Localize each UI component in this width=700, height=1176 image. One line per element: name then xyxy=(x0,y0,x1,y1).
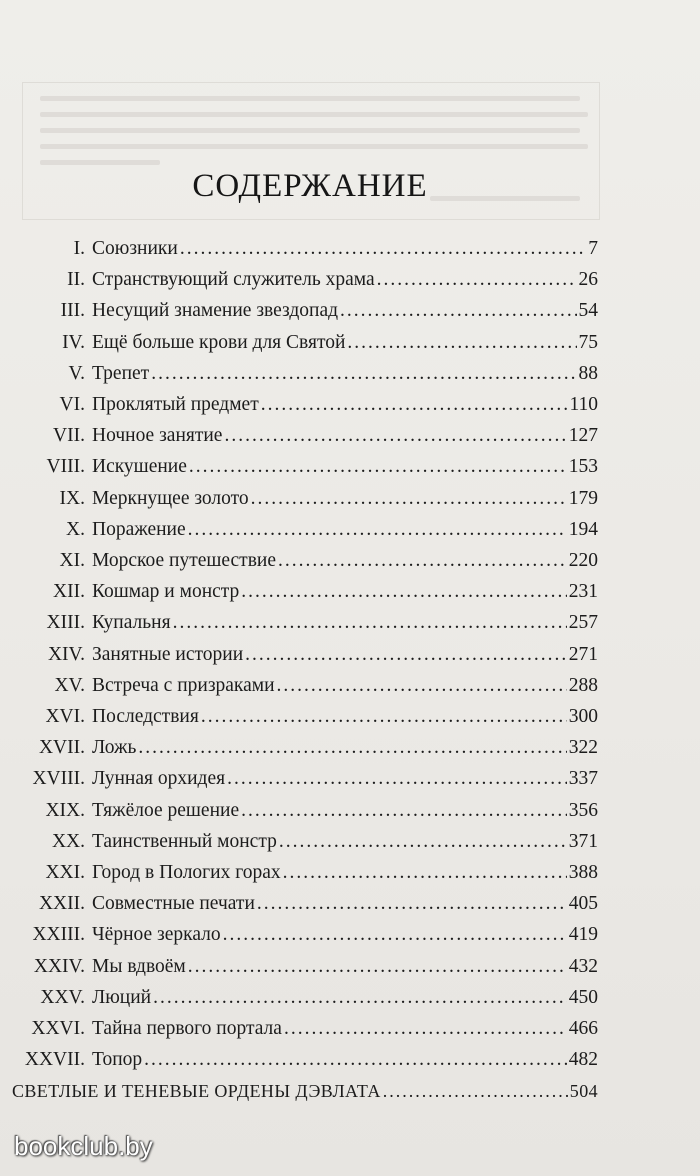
chapter-number: XXIII. xyxy=(32,924,85,946)
dot-leader xyxy=(188,954,567,980)
page-number: 231 xyxy=(568,581,598,603)
appendix-title: СВЕТЛЫЕ И ТЕНЕВЫЕ ОРДЕНЫ ДЭВЛАТА xyxy=(12,1081,381,1102)
dot-leader xyxy=(189,454,567,480)
chapter-number: XII. xyxy=(53,581,85,603)
toc-row xyxy=(0,954,598,980)
dot-leader xyxy=(151,361,576,387)
toc-row xyxy=(0,829,598,855)
chapter-number: VII. xyxy=(53,425,85,447)
toc-row xyxy=(0,298,598,324)
page-number: 54 xyxy=(578,300,598,322)
chapter-number: XVIII. xyxy=(32,768,85,790)
toc-row xyxy=(0,392,598,418)
toc-row xyxy=(0,454,598,480)
dot-leader xyxy=(223,922,567,948)
chapter-number: XIII. xyxy=(46,612,85,634)
page-number: 75 xyxy=(578,331,598,353)
page-number: 300 xyxy=(568,706,598,727)
dot-leader xyxy=(383,1078,568,1104)
toc-row xyxy=(0,610,598,636)
dot-leader xyxy=(278,548,567,574)
chapter-title: Люций xyxy=(92,986,152,1008)
page-number: 450 xyxy=(568,986,598,1008)
toc-row-appendix xyxy=(0,1078,598,1104)
chapter-number: XXII. xyxy=(38,893,85,915)
chapter-title: Ночное занятие xyxy=(92,425,223,447)
dot-leader xyxy=(251,486,567,512)
dot-leader xyxy=(241,798,567,824)
dot-leader xyxy=(279,829,567,855)
site-watermark: bookclub.by xyxy=(14,1131,153,1161)
dot-leader xyxy=(261,392,568,418)
toc-row xyxy=(0,1016,598,1042)
toc-row xyxy=(0,922,598,948)
dot-leader xyxy=(284,1016,567,1042)
chapter-number: I. xyxy=(73,238,85,259)
chapter-title: Поражение xyxy=(92,518,186,540)
chapter-number: V. xyxy=(68,362,85,384)
page-number: 153 xyxy=(568,456,598,478)
page-number: 356 xyxy=(568,799,598,821)
toc-row xyxy=(0,798,598,824)
page-number: 482 xyxy=(568,1049,598,1071)
chapter-number: XX. xyxy=(51,830,85,852)
page-number: 194 xyxy=(568,518,598,540)
chapter-number: III. xyxy=(60,300,85,322)
chapter-number: XIX. xyxy=(45,799,85,821)
chapter-title: Город в Пологих горах xyxy=(92,862,281,883)
page-number: 371 xyxy=(568,830,598,852)
page-number: 405 xyxy=(568,893,598,915)
chapter-title: Лунная орхидея xyxy=(92,768,226,790)
page-number: 257 xyxy=(568,612,598,634)
chapter-number: II. xyxy=(67,269,85,291)
chapter-title: Чёрное зеркало xyxy=(92,924,221,946)
toc-row xyxy=(0,579,598,605)
dot-leader xyxy=(153,985,567,1011)
chapter-title: Купальня xyxy=(92,612,171,634)
toc-row xyxy=(0,766,598,792)
page-number: 127 xyxy=(568,425,598,447)
toc-row xyxy=(0,517,598,543)
page-number: 7 xyxy=(588,238,598,259)
chapter-number: X. xyxy=(66,518,85,540)
chapter-number: XIV. xyxy=(47,643,85,665)
chapter-title: Странствующий служитель храма xyxy=(92,269,375,291)
chapter-number: XXV. xyxy=(40,986,85,1008)
chapter-title: Несущий знамение звездопад xyxy=(92,300,339,322)
chapter-title: Совместные печати xyxy=(92,893,255,915)
chapter-title: Занятные истории xyxy=(92,643,244,665)
page-number: 466 xyxy=(568,1018,598,1039)
dot-leader xyxy=(180,236,586,262)
toc-row xyxy=(0,891,598,917)
toc-row xyxy=(0,673,598,699)
chapter-title: Трепет xyxy=(92,362,150,384)
page-number: 419 xyxy=(568,924,598,946)
show-through-line xyxy=(40,128,580,133)
page-number: 388 xyxy=(568,862,598,883)
chapter-number: VI. xyxy=(59,394,85,415)
chapter-title: Последствия xyxy=(92,706,199,727)
dot-leader xyxy=(201,704,567,730)
chapter-number: XXI. xyxy=(45,862,85,883)
chapter-title: Тяжёлое решение xyxy=(92,799,240,821)
page-number: 271 xyxy=(568,643,598,665)
toc-row xyxy=(0,423,598,449)
chapter-title: Кошмар и монстр xyxy=(92,581,240,603)
chapter-number: IV. xyxy=(62,331,85,353)
show-through-line xyxy=(40,112,588,117)
chapter-title: Искушение xyxy=(92,456,187,478)
page-number: 432 xyxy=(568,955,598,977)
toc-row xyxy=(0,704,598,730)
chapter-number: VIII. xyxy=(46,456,85,478)
chapter-number: XXVI. xyxy=(31,1018,85,1039)
chapter-number: XV. xyxy=(54,674,85,696)
show-through-line xyxy=(40,96,580,101)
chapter-title: Топор xyxy=(92,1049,143,1071)
dot-leader xyxy=(144,1047,567,1073)
page-number: 110 xyxy=(569,394,598,415)
chapter-number: XXVII. xyxy=(24,1049,85,1071)
page-number: 26 xyxy=(578,269,598,291)
page-number: 88 xyxy=(578,362,598,384)
page-number: 220 xyxy=(568,550,598,571)
dot-leader xyxy=(257,891,567,917)
chapter-title: Мы вдвоём xyxy=(92,955,186,977)
toc-row xyxy=(0,236,598,262)
toc-row xyxy=(0,548,598,574)
show-through-line xyxy=(40,160,160,165)
toc-row xyxy=(0,985,598,1011)
chapter-number: XI. xyxy=(59,550,85,571)
chapter-number: XVI. xyxy=(45,706,85,727)
page-number: 179 xyxy=(568,487,598,509)
chapter-number: IX. xyxy=(59,487,85,509)
toc-row xyxy=(0,1047,598,1073)
page-number: 288 xyxy=(568,674,598,696)
dot-leader xyxy=(188,517,567,543)
toc-row xyxy=(0,735,598,761)
toc-row xyxy=(0,642,598,668)
toc-row xyxy=(0,267,598,293)
chapter-title: Меркнущее золото xyxy=(92,487,249,509)
chapter-number: XXIV. xyxy=(33,955,85,977)
dot-leader xyxy=(283,860,567,886)
dot-leader xyxy=(241,579,566,605)
dot-leader xyxy=(138,735,566,761)
chapter-number: XVII. xyxy=(38,737,85,759)
chapter-title: Встреча с призраками xyxy=(92,674,275,696)
dot-leader xyxy=(340,298,576,324)
chapter-title: Таинственный монстр xyxy=(92,830,277,852)
page-number: 337 xyxy=(568,768,598,790)
toc-row xyxy=(0,486,598,512)
show-through-line xyxy=(40,144,588,149)
toc-row xyxy=(0,330,598,356)
toc-row xyxy=(0,860,598,886)
dot-leader xyxy=(227,766,567,792)
dot-leader xyxy=(277,673,567,699)
page-number: 322 xyxy=(568,737,598,759)
dot-leader xyxy=(245,642,567,668)
chapter-title: Проклятый предмет xyxy=(92,394,259,415)
chapter-title: Ложь xyxy=(92,737,137,759)
chapter-title: Союзники xyxy=(92,238,178,259)
dot-leader xyxy=(377,267,577,293)
dot-leader xyxy=(347,330,576,356)
toc-row xyxy=(0,361,598,387)
page-number: 504 xyxy=(569,1081,598,1102)
dot-leader xyxy=(173,610,567,636)
chapter-title: Морское путешествие xyxy=(92,550,277,571)
chapter-title: Тайна первого портала xyxy=(92,1018,282,1039)
page-title: СОДЕРЖАНИЕ xyxy=(192,168,428,204)
dot-leader xyxy=(224,423,566,449)
chapter-title: Ещё больше крови для Святой xyxy=(92,331,346,353)
